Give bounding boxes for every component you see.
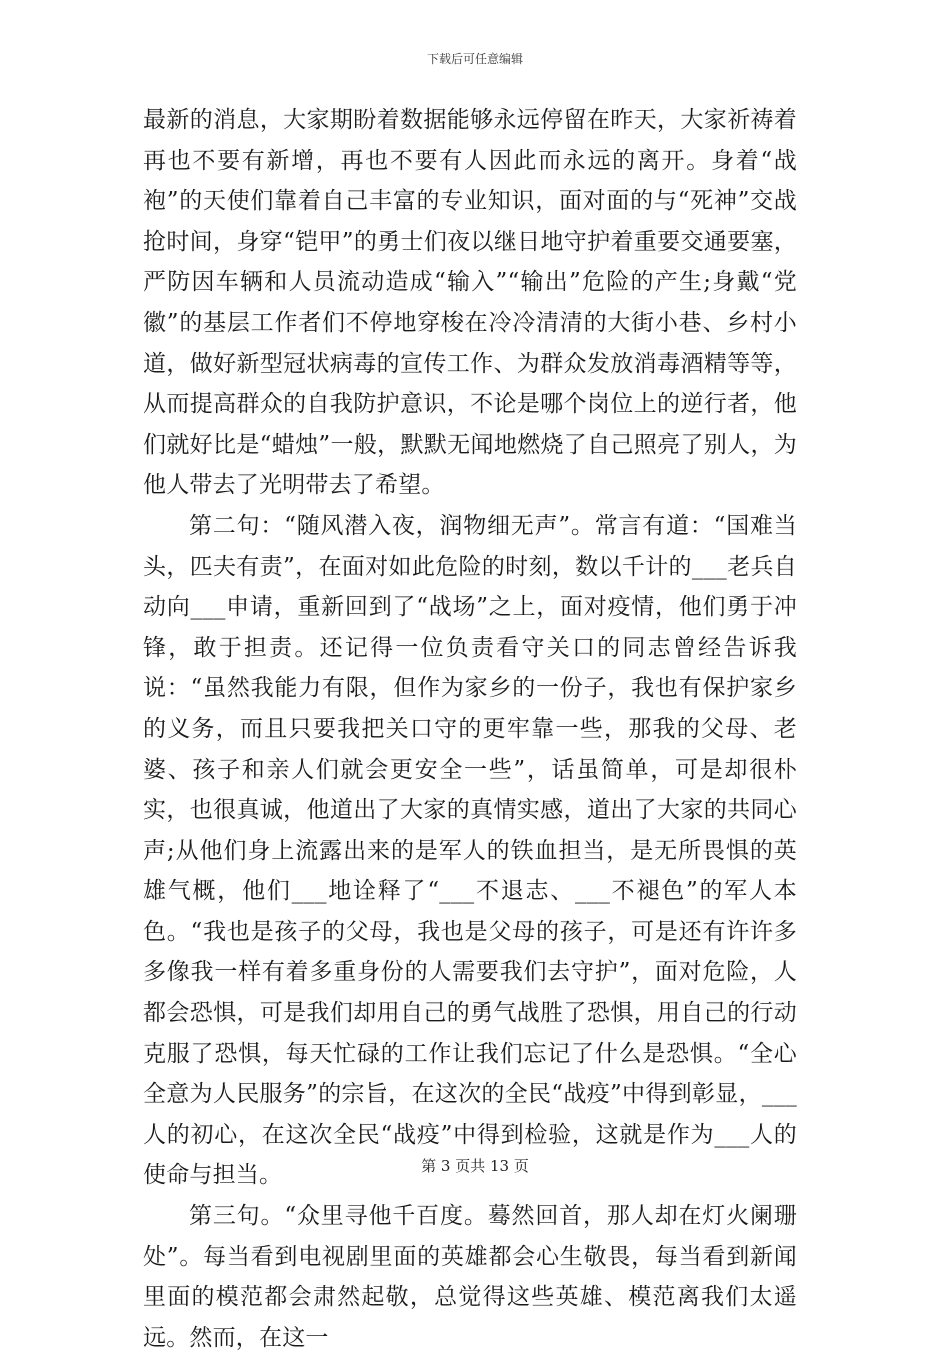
page-footer: 第 3 页共 13 页 <box>421 1157 529 1175</box>
page-header: 下载后可任意编辑 <box>426 52 523 66</box>
paragraph-2: 第二句：“随风潜入夜，润物细无声”。常言有道：“国难当头，匹夫有责”，在面对如此危险的时刻，数以千计的___老兵自动向___申请，重新回到了“战场”之上，面对疫情，他们勇于冲锋，敢于担责。还记得一位负责看守关口的同志曾经告诉我说：“虽然我能力有限，但作为家乡的一份子，我也有保护家乡的义务，而且只要我把关口守的更牢靠一些，那我的父母、老婆、孩子和亲人们就会更安全一些”，话虽简单，可是却很朴实，也很真诚，他道出了大家的真情实感，道出了大家的共同心声;从他们身上流露出来的是军人的铁血担当，是无所畏惧的英雄气概，他们___地诠释了“___不退志、___不褪色”的军人本色。“我也是孩子的父母，我也是父母的孩子，可是还有许许多多像我一样有着多重身份的人需要我们去守护”，面对危险，人都会恐惧，可是我们却用自己的勇气战胜了恐惧，用自己的行动克服了恐惧，每天忙碌的工作让我们忘记了什么是恐惧。“全心全意为人民服务”的宗旨，在这次的全民“战疫”中得到彰显，___人的初心，在这次全民“战疫”中得到检验，这就是作为___人的使命与担当。 <box>143 512 797 1189</box>
paragraph-1: 最新的消息，大家期盼着数据能够永远停留在昨天，大家祈祷着再也不要有新增，再也不要有人因此而永远的离开。身着“战袍”的天使们靠着自己丰富的专业知识，面对面的与“死神”交战抢时间，身穿“铠甲”的勇士们夜以继日地守护着重要交通要塞，严防因车辆和人员流动造成“输入”“输出”危险的产生;身戴“党徽”的基层工作者们不停地穿梭在冷冷清清的大街小巷、乡村小道，做好新型冠状病毒的宣传工作、为群众发放消毒酒精等等，从而提高群众的自我防护意识，不论是哪个岗位上的逆行者，他们就好比是“蜡烛”一般，默默无闻地燃烧了自己照亮了别人，为他人带去了光明带去了希望。 <box>143 107 797 499</box>
paragraph-3: 第三句。“众里寻他千百度。蓦然回首，那人却在灯火阑珊处”。每当看到电视剧里面的英雄都会心生敬畏，每当看到新闻里面的模范都会肃然起敬，总觉得这些英雄、模范离我们太遥远。然而，在这一 <box>143 1203 797 1351</box>
